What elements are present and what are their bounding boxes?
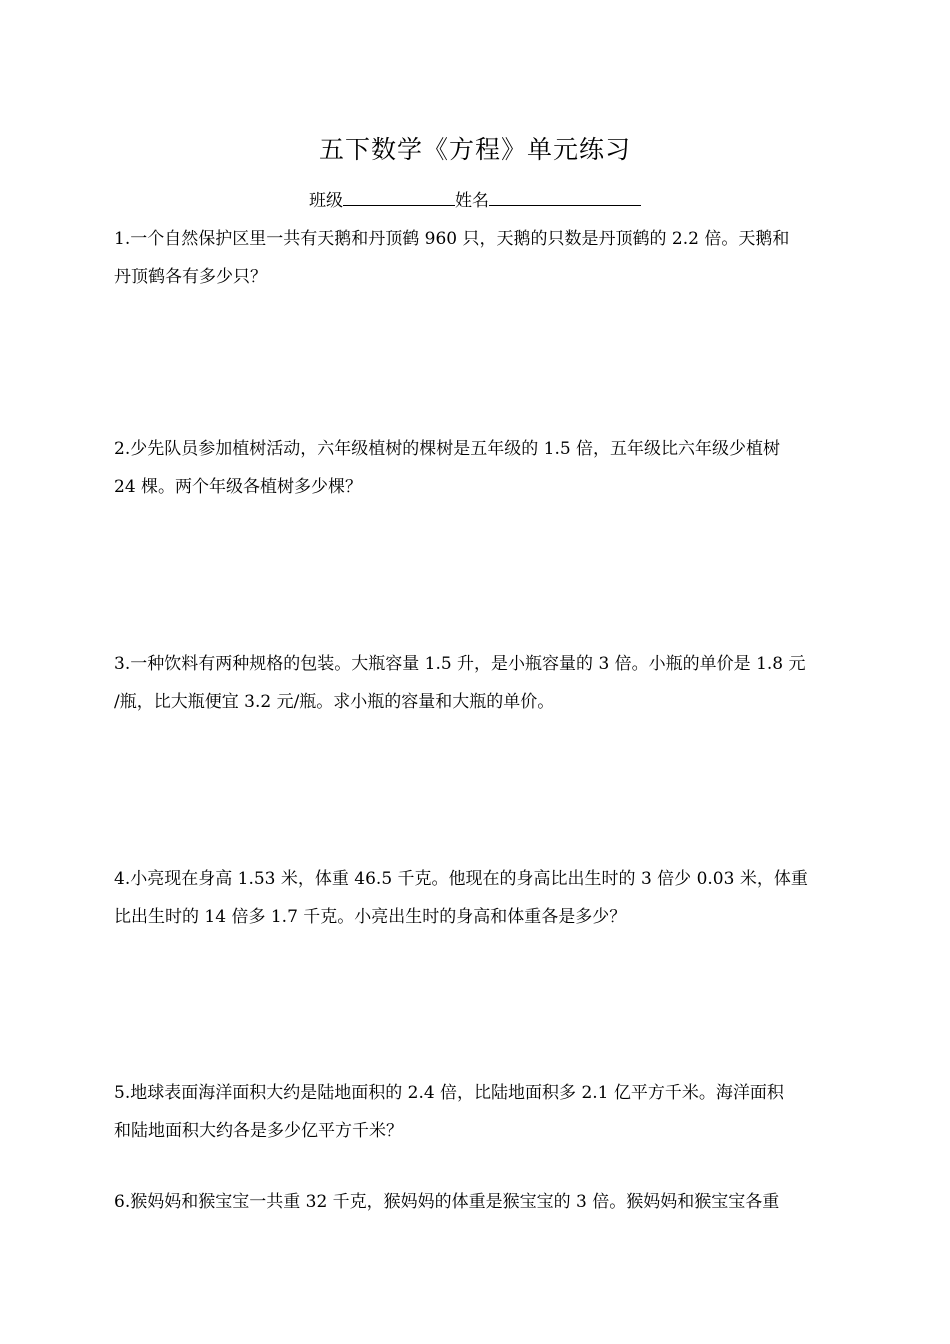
class-blank[interactable] — [343, 187, 455, 206]
question-1 — [114, 220, 838, 296]
question-3-line-1: 3.一种饮料有两种规格的包装。大瓶容量 1.5 升，是小瓶容量的 3 倍。小瓶的单价是 1.8 元 — [114, 654, 806, 674]
question-1-line-1: 1.一个自然保护区里一共有天鹅和丹顶鹤 960 只，天鹅的只数是丹顶鹤的 2.2 倍。天鹅和 — [114, 229, 790, 249]
name-label: 姓名 — [455, 191, 489, 211]
question-3-line-2: /瓶，比大瓶便宜 3.2 元/瓶。求小瓶的容量和大瓶的单价。 — [114, 692, 555, 712]
student-info-line — [0, 186, 950, 211]
question-2 — [114, 430, 838, 506]
name-blank[interactable] — [489, 187, 641, 206]
question-6 — [114, 1183, 838, 1221]
question-4 — [114, 860, 838, 936]
class-label: 班级 — [309, 191, 343, 211]
question-5-line-2: 和陆地面积大约各是多少亿平方千米？ — [114, 1121, 403, 1141]
question-3 — [114, 645, 838, 721]
question-1-line-2: 丹顶鹤各有多少只？ — [114, 267, 267, 287]
question-4-line-2: 比出生时的 14 倍多 1.7 千克。小亮出生时的身高和体重各是多少？ — [114, 907, 627, 927]
question-2-line-2: 24 棵。两个年级各植树多少棵？ — [114, 477, 363, 497]
question-4-line-1: 4.小亮现在身高 1.53 米，体重 46.5 千克。他现在的身高比出生时的 3 倍少 0.03 米，体重 — [114, 869, 808, 889]
question-5-line-1: 5.地球表面海洋面积大约是陆地面积的 2.4 倍，比陆地面积多 2.1 亿平方千米。海洋面积 — [114, 1083, 784, 1103]
question-5 — [114, 1074, 838, 1150]
question-6-line-1: 6.猴妈妈和猴宝宝一共重 32 千克，猴妈妈的体重是猴宝宝的 3 倍。猴妈妈和猴宝宝各重 — [114, 1192, 780, 1212]
page-title: 五下数学《方程》单元练习 — [318, 135, 631, 164]
question-2-line-1: 2.少先队员参加植树活动，六年级植树的棵树是五年级的 1.5 倍，五年级比六年级少植树 — [114, 439, 781, 459]
